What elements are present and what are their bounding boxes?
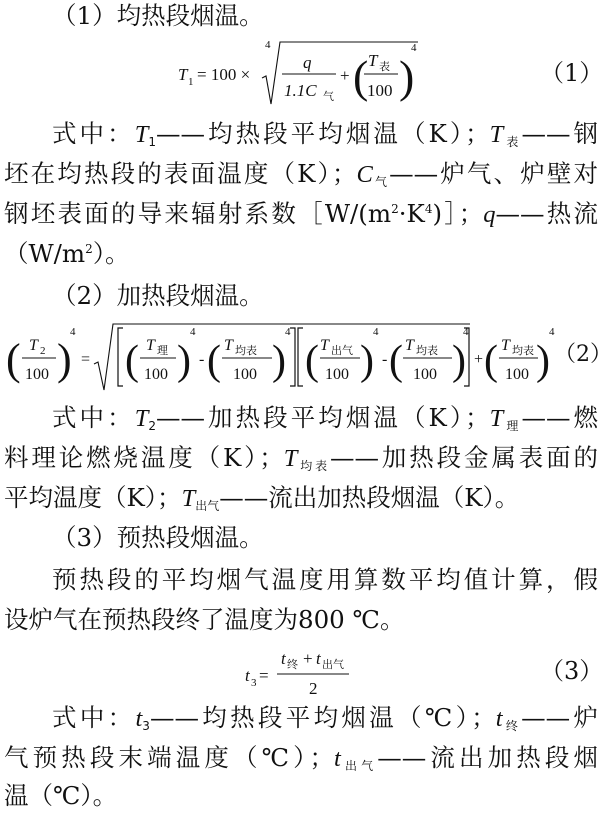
eq2-power-c: 4 (373, 326, 379, 338)
eq2-den-b: 100 (233, 366, 257, 383)
eq2-minus-c: - (382, 351, 388, 368)
eq3-num-a: t (281, 649, 286, 668)
eq1-explanation-line2: 坯在均热段的表面温度（K）；$C_气——$炉气、炉壁对 (4, 159, 598, 189)
eq2-den-a: 100 (144, 366, 168, 383)
eq1-number: （1） (540, 59, 604, 87)
eq1-explanation-line1: 式中：$T_1——$均热段平均烟温（K）；$T_表——$钢 (52, 119, 598, 149)
eq2-bracket-1-left (118, 328, 123, 386)
eq1-power: 4 (411, 42, 417, 54)
eq3-lhs-sub: 3 (251, 677, 257, 689)
eq2-paren-e-left: ( (484, 338, 498, 384)
eq1-explanation-line4: $(W/m^2)$。 (4, 239, 130, 268)
eq2-den-c: 100 (325, 366, 349, 383)
eq3-equals: = (259, 666, 269, 685)
eq2-den-d: 100 (413, 366, 437, 383)
eq3-number: （3） (540, 657, 604, 685)
eq2-lhs-den: 100 (25, 366, 49, 383)
eq2-explanation-line2: 料理论燃烧温度（K）；$T_{均表}——$加热段金属表面的 (4, 443, 598, 473)
eq2-den-e: 100 (505, 366, 529, 383)
equation-2 (0, 318, 612, 394)
eq1-denominator: 1.1C (284, 81, 317, 100)
eq2-t-li: T (146, 337, 155, 354)
eq2-equals: = (81, 351, 91, 368)
eq1-lhs: T (178, 65, 188, 84)
eq2-lhs-power: 4 (70, 326, 76, 338)
eq2-t-junbiao-3: T (501, 337, 510, 354)
eq2-lhs-num-sub: 2 (40, 345, 46, 357)
eq2-paren-d-right: ) (452, 338, 466, 384)
eq1-plus: + (340, 66, 350, 85)
section-3-paragraph-line2: 设炉气在预热段终了温度为800 ℃。 (4, 605, 405, 634)
eq3-num-a-sub: 终 (287, 658, 298, 671)
eq1-explanation-line3: 钢坯表面的导来辐射系数$[W/(m^2\cdot K^4)]$；q——热流 (4, 199, 599, 228)
section-3-paragraph-line1: 预热段的平均烟气温度用算数平均值计算，假 (52, 565, 598, 594)
eq1-root-index: 4 (265, 39, 271, 51)
eq1-paren-right: ) (399, 51, 415, 102)
eq1-frac-num-sub: 表 (379, 60, 390, 73)
eq1-prefix: = 100 × (197, 65, 251, 84)
eq2-paren-b-left: ( (207, 338, 221, 384)
eq2-t-junbiao-2: T (405, 337, 414, 354)
eq2-lhs-paren-right: ) (57, 335, 72, 384)
eq2-lhs-num: T (29, 337, 38, 354)
eq2-lhs-paren-left: ( (6, 335, 21, 384)
eq1-lhs-sub: 1 (188, 76, 194, 88)
eq2-t-junbiao-sub: 均表 (235, 344, 257, 357)
eq2-power-e: 4 (549, 326, 555, 338)
eq2-t-chuqi: T (320, 337, 329, 354)
eq2-bracket-1-right (290, 328, 295, 386)
eq2-t-junbiao-3-sub: 均表 (512, 344, 534, 357)
eq2-t-li-sub: 理 (157, 344, 168, 357)
equation-3 (0, 644, 604, 702)
eq1-numerator: q (303, 53, 312, 72)
eq2-t-junbiao-2-sub: 均表 (416, 344, 438, 357)
eq1-frac-den: 100 (367, 81, 393, 100)
eq2-explanation-line3: 平均温度（K）；$T_{出气}——$流出加热段烟温（K）。 (4, 483, 520, 513)
eq2-paren-c-right: ) (360, 338, 374, 384)
eq1-frac-num: T (368, 51, 378, 70)
eq2-paren-c-left: ( (305, 338, 319, 384)
eq3-lhs: t (245, 666, 250, 685)
equation-1 (0, 34, 604, 112)
section-2-heading: （2）加热段烟温。 (52, 281, 264, 310)
eq2-paren-a-right: ) (177, 338, 191, 384)
eq2-bracket-2-left (298, 328, 303, 386)
section-3-heading: （3）预热段烟温。 (52, 523, 264, 552)
eq3-num-b: t (316, 649, 321, 668)
eq3-den: 2 (309, 679, 318, 698)
eq1-paren-left: ( (353, 51, 369, 102)
eq2-power-a: 4 (190, 326, 196, 338)
section-1-heading: （1）均热段烟温。 (52, 1, 264, 30)
eq2-explanation-line1: 式中：$T_2——$加热段平均烟温（K）；$T_理——$燃 (52, 403, 598, 433)
eq2-power-b: 4 (285, 326, 291, 338)
eq2-paren-a-left: ( (125, 338, 139, 384)
eq2-paren-d-left: ( (389, 338, 403, 384)
eq3-plus: + (303, 649, 313, 668)
eq2-power-d: 4 (463, 326, 469, 338)
eq2-paren-e-right: ) (536, 338, 550, 384)
eq3-explanation-line3: 温（℃）。 (4, 781, 118, 810)
eq2-t-chuqi-sub: 出气 (331, 344, 353, 357)
eq1-denominator-sub: 气 (323, 90, 334, 103)
eq2-number: （2） (554, 342, 612, 367)
eq2-plus: + (474, 351, 484, 368)
eq3-num-b-sub: 出气 (322, 658, 344, 671)
eq3-explanation-line1: 式中：$t_3——$均热段平均烟温（℃）；$t_终——$炉 (52, 703, 598, 733)
eq3-explanation-line2: 气预热段末端温度（℃）；$t_{出气}——$流出加热段烟 (4, 743, 599, 773)
eq2-minus-a: - (199, 351, 205, 368)
eq2-paren-b-right: ) (272, 338, 286, 384)
eq2-t-junbiao: T (224, 337, 233, 354)
